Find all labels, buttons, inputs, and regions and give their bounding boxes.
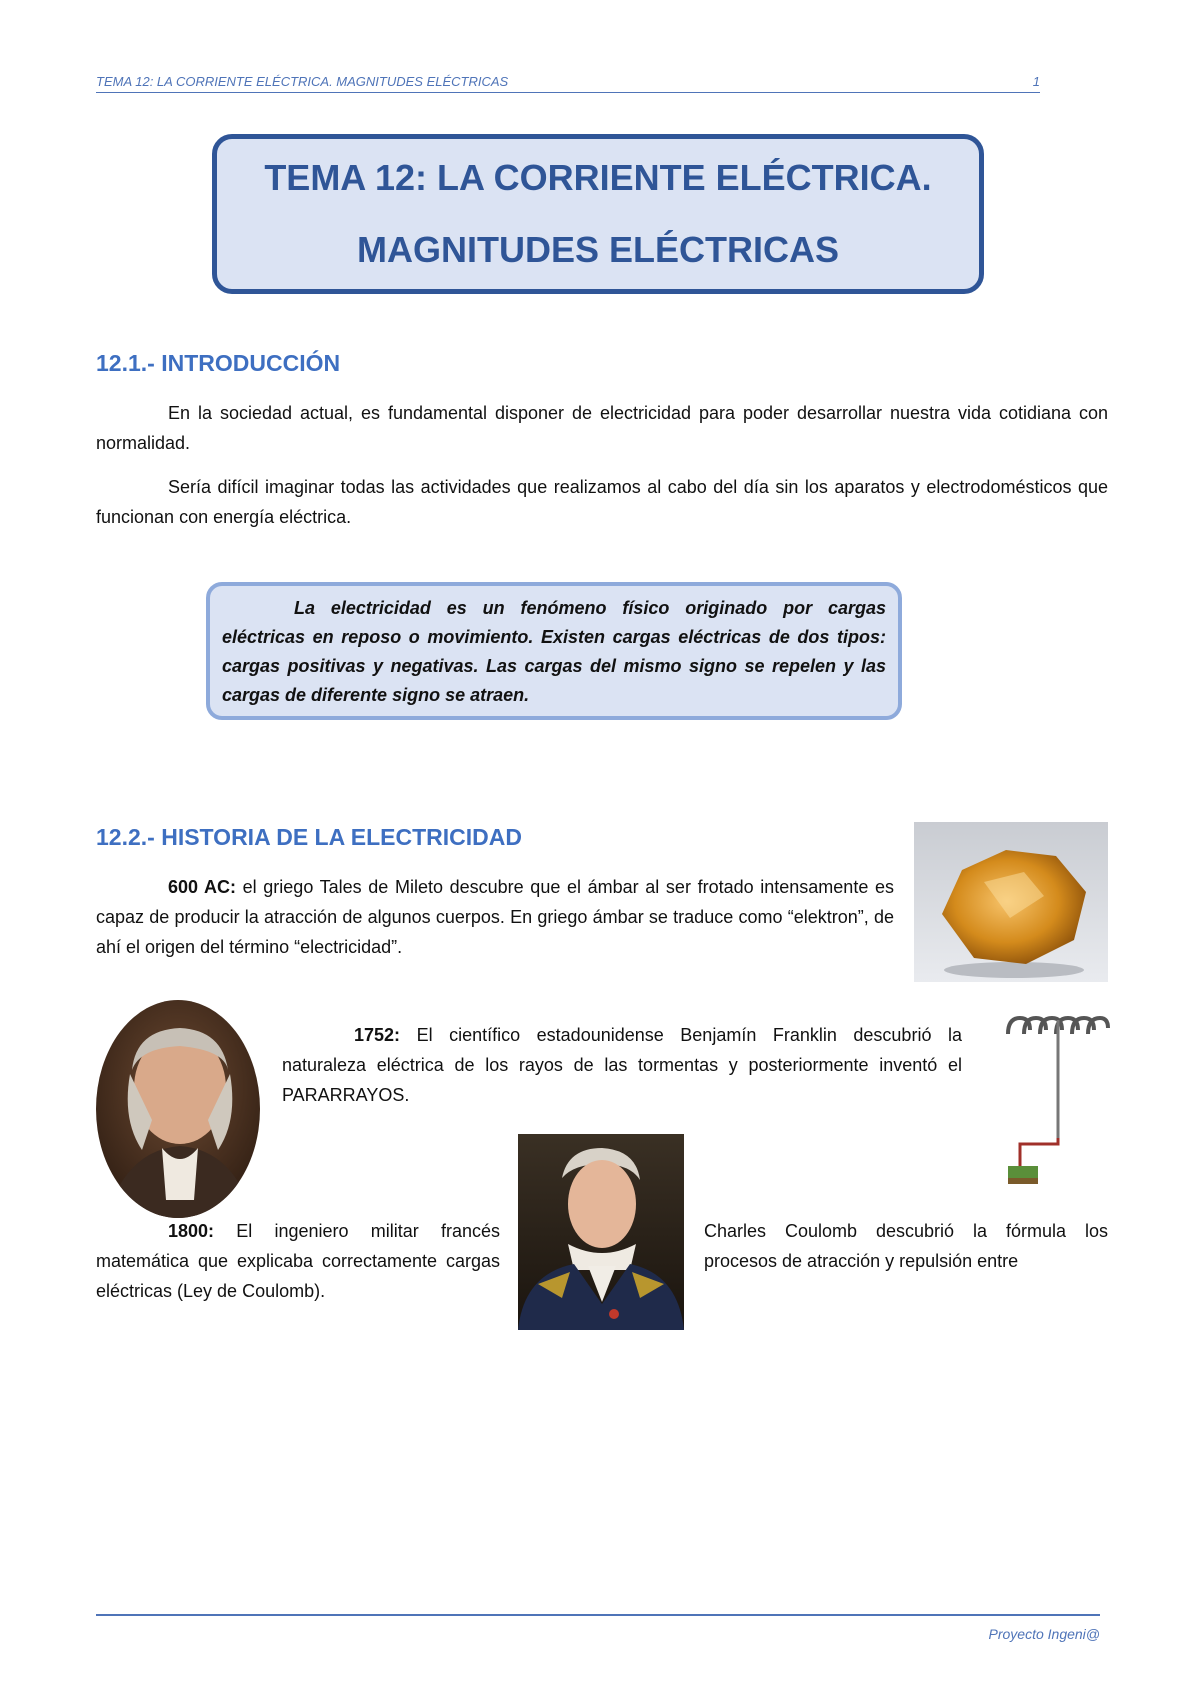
title-line-1: TEMA 12: LA CORRIENTE ELÉCTRICA.: [264, 157, 932, 198]
event-600ac: [96, 872, 894, 962]
franklin-portrait: [96, 1000, 260, 1218]
section-heading-historia: 12.2.- HISTORIA DE LA ELECTRICIDAD: [96, 824, 522, 850]
lightning-rod-diagram: [1000, 1006, 1110, 1192]
event-1752-label: 1752:: [354, 1025, 401, 1045]
running-header: [96, 72, 1040, 93]
event-600ac-label: 600 AC:: [168, 877, 236, 897]
section-heading-introduccion: 12.1.- INTRODUCCIÓN: [96, 350, 341, 376]
definition-text: La electricidad es un fenómeno físico originado por cargas eléctricas en reposo o movimiento. Existen cargas eléctricas de dos tipos: cargas positivas y negativas. Las cargas del mismo signo se repelen y las cargas de diferente signo se atraen.: [222, 598, 886, 705]
event-1800-label: 1800:: [168, 1221, 215, 1241]
title-box: [212, 134, 984, 294]
footer-text: Proyecto Ingeni@: [988, 1626, 1100, 1642]
event-1800-left: [96, 1216, 500, 1306]
event-1800-right: Charles Coulomb descubrió la fórmula los procesos de atracción y repulsión entre: [704, 1221, 1108, 1271]
event-1800-left-text: El ingeniero militar francés matemática que explicaba correctamente cargas eléctricas (Ley de Coulomb).: [96, 1221, 500, 1301]
event-1752-text: El científico estadounidense Benjamín Franklin descubrió la naturaleza eléctrica de los rayos de las tormentas y posteriormente inventó el PARARRAYOS.: [282, 1025, 962, 1105]
title-line-2: MAGNITUDES ELÉCTRICAS: [356, 229, 839, 270]
intro-paragraph-1: En la sociedad actual, es fundamental disponer de electricidad para poder desarrollar nuestra vida cotidiana con normalidad.: [96, 403, 1108, 453]
definition-box: [206, 582, 902, 720]
running-title: TEMA 12: LA CORRIENTE ELÉCTRICA. MAGNITUDES ELÉCTRICAS: [96, 74, 509, 89]
page-number: 1: [1032, 74, 1040, 89]
amber-image: [914, 822, 1108, 982]
coulomb-portrait: [518, 1134, 684, 1330]
event-1752: [282, 1020, 962, 1110]
event-600ac-text: el griego Tales de Mileto descubre que el ámbar al ser frotado intensamente es capaz de producir la atracción de algunos cuerpos. En griego ámbar se traduce como “elektron”, de ahí el origen del término “electricidad”.: [96, 877, 894, 957]
footer-rule: [96, 1614, 1100, 1616]
intro-paragraph-2: Sería difícil imaginar todas las actividades que realizamos al cabo del día sin los aparatos y electrodomésticos que funcionan con energía eléctrica.: [96, 477, 1108, 527]
